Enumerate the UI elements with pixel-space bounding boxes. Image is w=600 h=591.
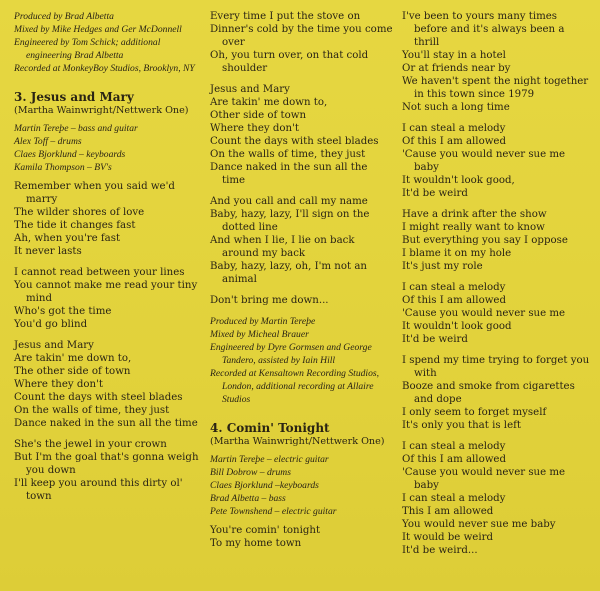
lyrics-stanza [14, 339, 200, 430]
lyric-line: She's the jewel in your crown [14, 439, 167, 450]
musicians-list [14, 122, 200, 174]
lyric-line: Remember when you said we'd marry [14, 181, 175, 205]
lyric-line: 'Cause you would never sue me [402, 308, 566, 319]
lyric-line: The other side of town [14, 366, 131, 377]
lyric-line: I can steal a melody [402, 493, 506, 504]
lyric-line: The tide it changes fast [14, 220, 136, 231]
lyric-line: It never lasts [14, 246, 82, 257]
lyric-line: It's only you that is left [402, 420, 521, 431]
musician-line: Claes Bjorklund – keyboards [14, 149, 126, 160]
lyric-line: You're comin' tonight [210, 525, 321, 536]
lyric-line: You cannot make me read your tiny mind [14, 280, 198, 304]
lyric-line: But everything you say I oppose [402, 235, 568, 246]
lyric-line: Ah, when you're fast [14, 233, 121, 244]
lyric-line: You would never sue me baby [402, 519, 556, 530]
lyric-line: You'll stay in a hotel [402, 50, 506, 61]
credits-block [14, 10, 200, 75]
credit-line: Mixed by Micheal Brauer [210, 329, 309, 340]
lyric-line: Where they don't [14, 379, 103, 390]
lyric-line: It'd be weird [402, 188, 468, 199]
lyric-line: Or at friends near by [402, 63, 511, 74]
lyric-line: Of this I am allowed [402, 136, 506, 147]
lyric-line: To my home town [210, 538, 302, 549]
lyrics-stanza [210, 10, 393, 75]
lyric-line: Dance naked in the sun all the time [210, 162, 368, 186]
lyrics-stanza [402, 122, 592, 200]
lyric-line: But I'm the goal that's gonna weigh you down [14, 452, 199, 476]
musician-line: Pete Townshend – electric guitar [210, 506, 337, 517]
musician-line: Bill Dobrow – drums [210, 467, 291, 478]
lyric-line: Of this I am allowed [402, 295, 506, 306]
lyric-line: On the walls of time, they just [210, 149, 366, 160]
lyric-line: Have a drink after the show [402, 209, 547, 220]
lyric-line: This I am allowed [402, 506, 494, 517]
lyric-line: Not such a long time [402, 102, 510, 113]
lyric-line: I'll keep you around this dirty ol' town [14, 478, 183, 502]
lyric-line: I only seem to forget myself [402, 407, 547, 418]
lyrics-stanza [14, 180, 200, 258]
song-publisher: (Martha Wainwright/Nettwerk One) [14, 105, 189, 116]
lyrics-stanza [210, 195, 393, 286]
lyric-line: Jesus and Mary [210, 84, 290, 95]
credit-line: Mixed by Mike Hedges and Ger McDonnell [14, 24, 182, 35]
musician-line: Claes Bjorklund –keyboards [210, 480, 319, 491]
lyric-line: It wouldn't look good, [402, 175, 515, 186]
lyric-line: It would be weird [402, 532, 493, 543]
lyric-line: 'Cause you would never sue me baby [402, 467, 566, 491]
credit-line: Engineered by Dyre Gormsen and George Tandero, assisted by Iain Hill [210, 342, 372, 366]
lyric-line: I've been to yours many times before and it's always been a thrill [402, 11, 565, 48]
lyric-line: And when I lie, I lie on back around my back [210, 235, 355, 259]
musician-line: Brad Albetta – bass [210, 493, 286, 504]
lyric-line: Dinner's cold by the time you come over [210, 24, 393, 48]
lyrics-stanza [402, 208, 592, 273]
lyric-line: Are takin' me down to, [14, 353, 132, 364]
lyrics-stanza [210, 524, 393, 550]
lyrics-stanza [402, 10, 592, 114]
song-title: 3. Jesus and Mary [14, 90, 134, 104]
lyric-line: Every time I put the stove on [210, 11, 361, 22]
credit-line: Engineered by Tom Schick; additional engineering Brad Albetta [14, 37, 161, 61]
lyric-line: Booze and smoke from cigarettes and dope [402, 381, 575, 405]
lyric-line: I might really want to know [402, 222, 545, 233]
musician-line: Kamila Thompson – BV's [14, 162, 112, 173]
lyric-line: 'Cause you would never sue me baby [402, 149, 566, 173]
lyric-line: I cannot read between your lines [14, 267, 185, 278]
lyric-line: Are takin' me down to, [210, 97, 328, 108]
credit-line: Produced by Brad Albetta [14, 11, 114, 22]
musician-line: Martin Tereþe – bass and guitar [14, 123, 138, 134]
lyric-line: It's just my role [402, 261, 483, 272]
lyric-line: I blame it on my hole [402, 248, 512, 259]
credit-line: Recorded at Kensaltown Recording Studios, London, additional recording at Allaire Studios [210, 368, 380, 405]
lyric-line: And you call and call my name [210, 196, 368, 207]
credits-block [210, 315, 393, 406]
musician-line: Martin Tereþe – electric guitar [210, 454, 329, 465]
lyrics-column-3 [402, 10, 592, 565]
lyric-line: On the walls of time, they just [14, 405, 170, 416]
lyric-line: It'd be weird... [402, 545, 478, 556]
song-publisher: (Martha Wainwright/Nettwerk One) [210, 436, 385, 447]
lyrics-stanza [14, 266, 200, 331]
credit-line: Recorded at MonkeyBoy Studios, Brooklyn, NY [14, 63, 195, 74]
lyric-line: Of this I am allowed [402, 454, 506, 465]
lyrics-column-2 [210, 10, 393, 558]
lyric-line: Where they don't [210, 123, 299, 134]
lyric-line: I can steal a melody [402, 441, 506, 452]
lyric-line: I can steal a melody [402, 282, 506, 293]
lyric-line: Baby, hazy, lazy, oh, I'm not an animal [210, 261, 367, 285]
lyrics-stanza [402, 354, 592, 432]
lyric-line: Oh, you turn over, on that cold shoulder [210, 50, 369, 74]
lyric-line: I can steal a melody [402, 123, 506, 134]
lyric-line: It wouldn't look good [402, 321, 512, 332]
lyric-line: I spend my time trying to forget you with [402, 355, 590, 379]
musicians-list [210, 453, 393, 518]
lyric-line: We haven't spent the night together in this town since 1979 [402, 76, 589, 100]
lyrics-stanza [210, 83, 393, 187]
lyric-line: Who's got the time [14, 306, 112, 317]
lyrics-column-1 [14, 10, 200, 511]
lyric-line: Count the days with steel blades [210, 136, 379, 147]
musician-line: Alex Toff – drums [14, 136, 82, 147]
lyric-line: Count the days with steel blades [14, 392, 183, 403]
lyrics-stanza [402, 281, 592, 346]
lyric-line: Jesus and Mary [14, 340, 94, 351]
lyric-line: It'd be weird [402, 334, 468, 345]
lyrics-stanza [402, 440, 592, 557]
lyric-line: Baby, hazy, lazy, I'll sign on the dotted line [210, 209, 370, 233]
lyric-line: The wilder shores of love [14, 207, 145, 218]
lyric-line: Dance naked in the sun all the time [14, 418, 198, 429]
lyric-line: Don't bring me down... [210, 295, 329, 306]
lyric-line: You'd go blind [14, 319, 88, 330]
lyrics-stanza [14, 438, 200, 503]
lyric-line: Other side of town [210, 110, 307, 121]
lyrics-stanza [210, 294, 393, 307]
song-title: 4. Comin' Tonight [210, 421, 330, 435]
credit-line: Produced by Martin Tereþe [210, 316, 316, 327]
